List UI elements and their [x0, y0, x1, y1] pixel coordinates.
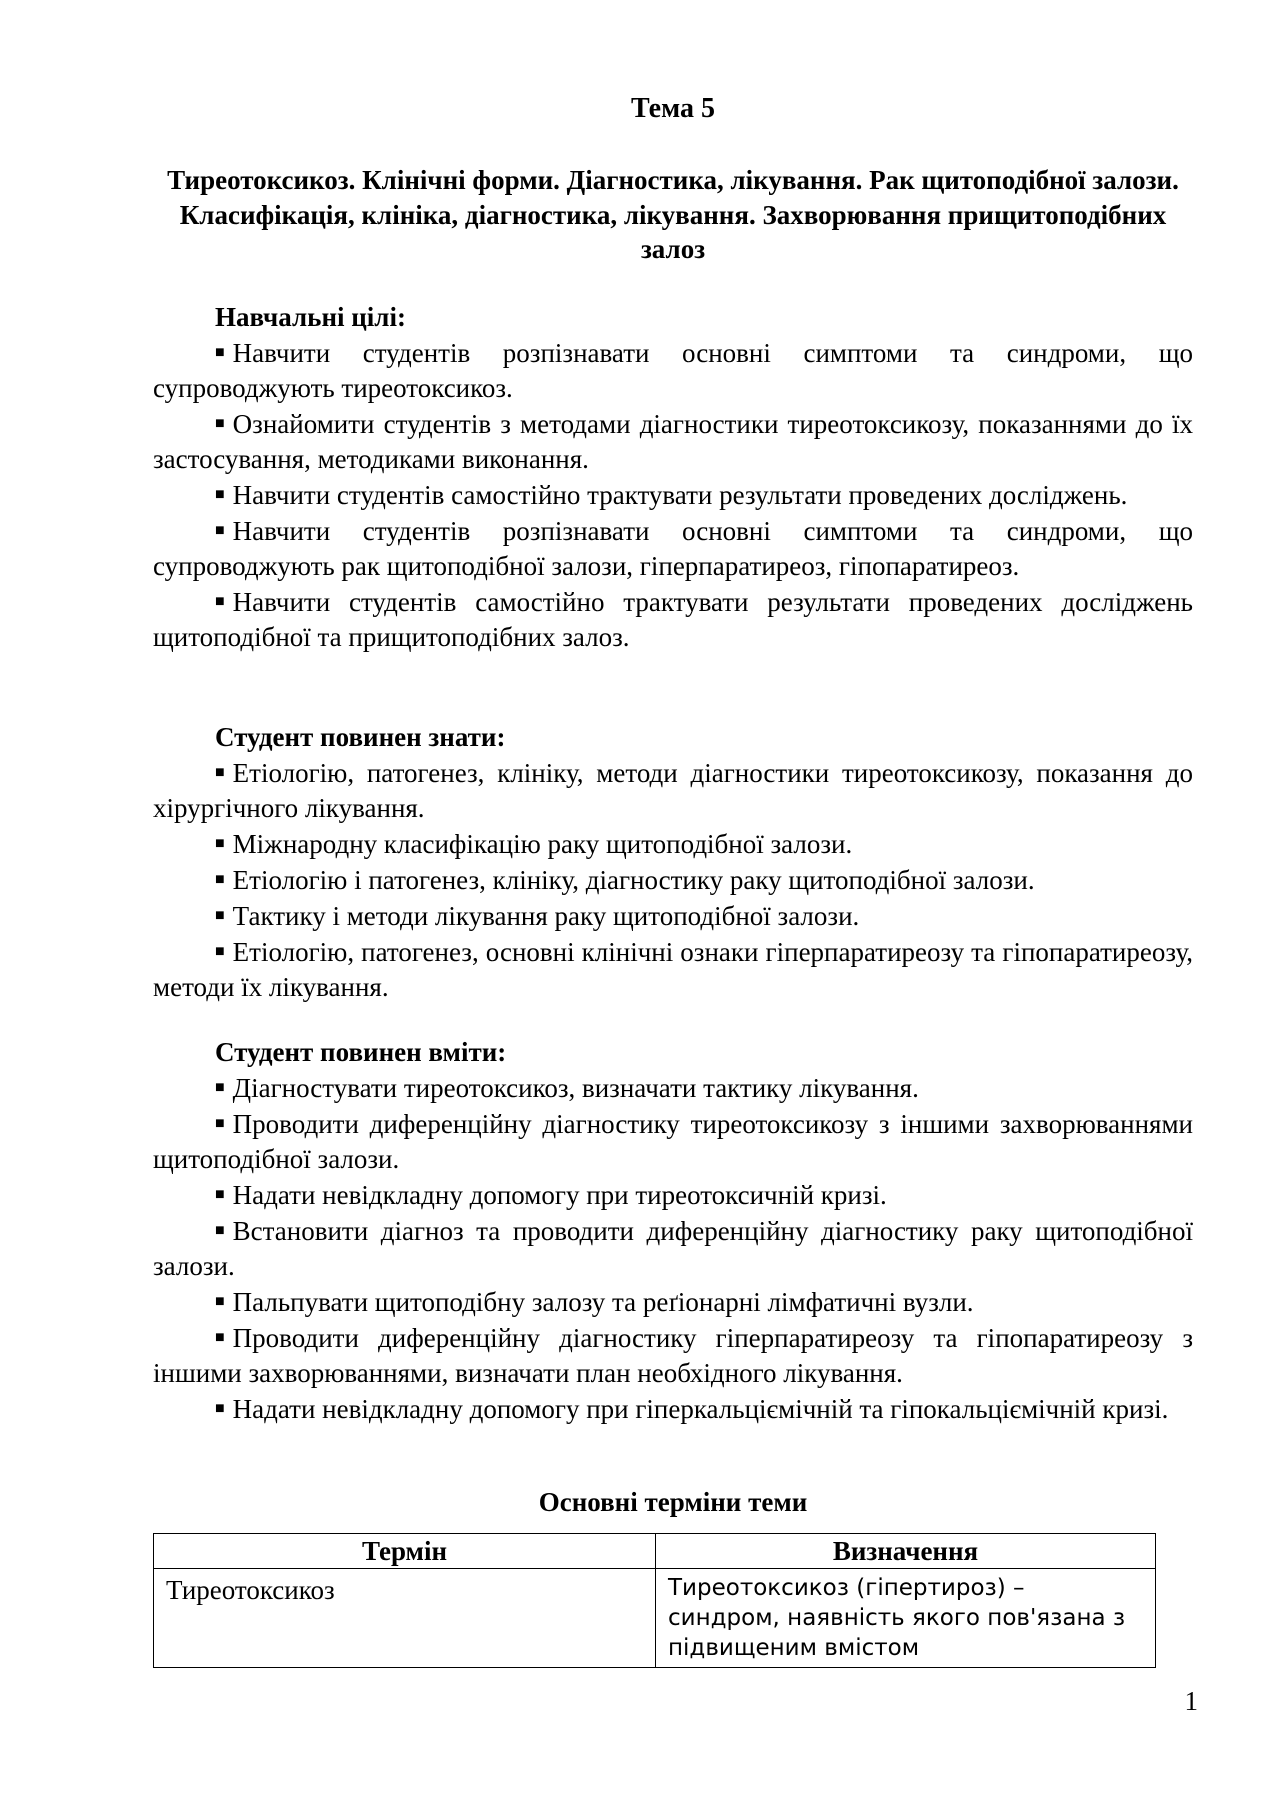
know-item: ■ Етіологію, патогенез, основні клінічні ознаки гіперпаратиреозу та гіпопаратиреозу, методи їх лікування.	[153, 934, 1193, 1005]
term-cell: Тиреотоксикоз	[154, 1569, 656, 1668]
page-number: 1	[1184, 1686, 1198, 1716]
column-header-term: Термін	[154, 1534, 656, 1569]
square-bullet-icon: ■	[215, 1293, 225, 1310]
square-bullet-icon: ■	[215, 486, 225, 503]
square-bullet-icon: ■	[215, 907, 225, 924]
square-bullet-icon: ■	[215, 593, 225, 610]
know-heading: Студент повинен знати:	[215, 722, 506, 752]
skills-heading: Студент повинен вміти:	[215, 1037, 507, 1067]
square-bullet-icon: ■	[215, 1400, 225, 1417]
skill-item: ■ Надати невідкладну допомогу при тиреотоксичній кризі.	[153, 1177, 1193, 1213]
square-bullet-icon: ■	[215, 943, 225, 960]
skill-item: ■ Проводити диференційну діагностику гіперпаратиреозу та гіпопаратиреозу з іншими захворюваннями, визначати план необхідного лікування.	[153, 1320, 1193, 1391]
square-bullet-icon: ■	[215, 1329, 225, 1346]
table-header-row	[154, 1534, 1156, 1569]
goal-item: ■ Навчити студентів розпізнавати основні симптоми та синдроми, що супроводжують рак щитоподібної залози, гіперпаратиреоз, гіпопаратиреоз.	[153, 513, 1193, 584]
terms-table	[153, 1533, 1156, 1668]
square-bullet-icon: ■	[215, 1186, 225, 1203]
goals-heading: Навчальні цілі:	[215, 302, 406, 332]
terms-heading: Основні терміни теми	[538, 1487, 808, 1517]
know-section	[153, 720, 1193, 1005]
column-header-definition: Визначення	[656, 1534, 1156, 1569]
skills-section	[153, 1035, 1193, 1427]
square-bullet-icon: ■	[215, 1079, 225, 1096]
square-bullet-icon: ■	[215, 835, 225, 852]
square-bullet-icon: ■	[215, 415, 225, 432]
table-row	[154, 1569, 1156, 1668]
definition-cell: Тиреотоксикоз (гіпертироз) – синдром, наявність якого пов'язана з підвищеним вмістом	[656, 1569, 1156, 1668]
goal-item: ■ Навчити студентів розпізнавати основні симптоми та синдроми, що супроводжують тиреотоксикоз.	[153, 335, 1193, 406]
goal-item: ■ Ознайомити студентів з методами діагностики тиреотоксикозу, показаннями до їх застосування, методиками виконання.	[153, 406, 1193, 477]
know-item: ■ Тактику і методи лікування раку щитоподібної залози.	[153, 898, 1193, 934]
square-bullet-icon: ■	[215, 344, 225, 361]
skill-item: ■ Проводити диференційну діагностику тиреотоксикозу з іншими захворюваннями щитоподібної залози.	[153, 1106, 1193, 1177]
goals-section	[153, 300, 1193, 655]
know-item: ■ Міжнародну класифікацію раку щитоподібної залози.	[153, 826, 1193, 862]
skill-item: ■ Пальпувати щитоподібну залозу та реґіонарні лімфатичні вузли.	[153, 1284, 1193, 1320]
square-bullet-icon: ■	[215, 871, 225, 888]
skill-item: ■ Діагностувати тиреотоксикоз, визначати тактику лікування.	[153, 1070, 1193, 1106]
goal-item: ■ Навчити студентів самостійно трактувати результати проведених досліджень.	[153, 477, 1193, 513]
know-item: ■ Етіологію, патогенез, клініку, методи діагностики тиреотоксикозу, показання до хірургічного лікування.	[153, 755, 1193, 826]
square-bullet-icon: ■	[215, 1222, 225, 1239]
page-title: Тиреотоксикоз. Клінічні форми. Діагностика, лікування. Рак щитоподібної залози. Класифікація, клініка, діагностика, лікування. Захворювання прищитоподібних залоз	[167, 165, 1179, 264]
goal-item: ■ Навчити студентів самостійно трактувати результати проведених досліджень щитоподібної та прищитоподібних залоз.	[153, 584, 1193, 655]
skill-item: ■ Встановити діагноз та проводити диференційну діагностику раку щитоподібної залози.	[153, 1213, 1193, 1284]
square-bullet-icon: ■	[215, 764, 225, 781]
know-item: ■ Етіологію і патогенез, клініку, діагностику раку щитоподібної залози.	[153, 862, 1193, 898]
topic-number: Тема 5	[631, 93, 715, 124]
skill-item: ■ Надати невідкладну допомогу при гіперкальціємічній та гіпокальціємічній кризі.	[153, 1391, 1193, 1427]
square-bullet-icon: ■	[215, 1115, 225, 1132]
square-bullet-icon: ■	[215, 522, 225, 539]
